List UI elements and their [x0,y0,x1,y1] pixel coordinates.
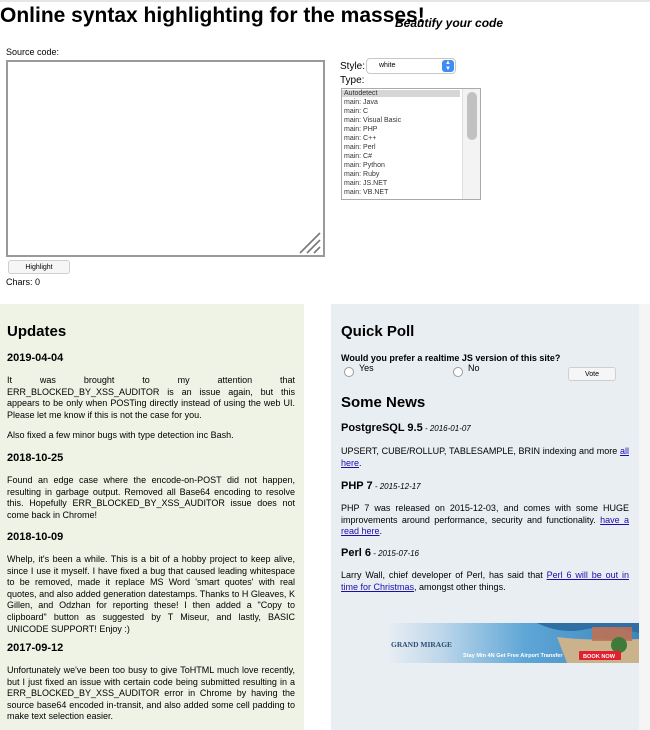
news-heading [341,422,471,434]
news-body-end: . [359,457,362,468]
news-heading-text: PHP 7 [341,480,373,492]
type-option-autodetect[interactable]: Autodetect [342,90,460,97]
ad-brand: GRAND MIRAGE [391,640,453,649]
ad-building-shape [592,627,632,641]
news-heading [341,547,419,559]
type-option[interactable]: main: PHP [344,126,378,133]
update-text: Also fixed a few minor bugs with type detection inc Bash. [7,430,234,440]
select-arrows-icon: ▲ ▼ [442,60,454,72]
highlight-button[interactable]: Highlight [8,260,70,274]
poll-no-label[interactable]: No [468,363,480,373]
update-text: Whelp, it's been a while. This is a bit of a hobby project to keep alive, since I use it myself. I have fixed a bug that caused leading whitespace to be removed, made it replace MS Word 'smart quotes' with real quotes, and also added generation datestamps. Thanks to H Gleaves, K Gillen, and Odzhan for reporting these! I then added a "Copy to clipboard" button as suggested by T Miseur, and lastly, BASIC UNICODE SUPPORT! Enjoy :) [7,554,295,634]
news-text [341,503,629,538]
news-date: - 2015-12-17 [372,482,421,491]
source-code-label: Source code: [6,47,60,57]
ad-banner[interactable] [387,623,639,663]
poll-question: Would you prefer a realtime JS version of this site? [341,353,561,363]
source-code-textarea[interactable] [6,60,325,257]
updates-title: Updates [7,323,67,340]
news-heading [341,480,421,492]
poll-no-radio[interactable] [453,367,463,377]
char-count: Chars: 0 [6,277,41,287]
news-body-end: , amongst other things. [414,581,506,592]
page-right-edge [639,304,650,730]
type-list-scrollbar[interactable] [462,89,481,199]
update-date: 2019-04-04 [7,352,64,364]
style-label: Style: [340,61,366,72]
type-option[interactable]: main: JS.NET [344,180,388,187]
poll-yes-label[interactable]: Yes [359,363,374,373]
news-date: - 2016-01-07 [422,424,471,433]
news-body-end: . [379,526,383,537]
update-date: 2018-10-25 [7,452,64,464]
update-text: Found an edge case where the encode-on-POST did not happen, resulting in garbage output. Removed all Base64 encoding to resolve this. Hopefully ERR_BLOCKED_BY_XSS_AUDITOR issue does not come back in Chrome! [7,475,295,520]
type-listbox[interactable] [341,88,481,200]
type-option[interactable]: main: Perl [344,144,376,151]
poll-yes-radio[interactable] [344,367,354,377]
news-heading-text: PostgreSQL 9.5 [341,422,423,434]
news-link[interactable]: all here [341,446,629,468]
style-select[interactable] [366,58,456,74]
news-body: Larry Wall, chief developer of Perl, has said that [341,570,547,580]
news-link[interactable]: Perl 6 will be out in time for Christmas [341,570,629,592]
type-label: Type: [340,75,365,86]
ad-cta-label[interactable]: BOOK NOW [583,654,616,660]
type-option[interactable]: main: VB.NET [344,189,389,196]
ad-promo: Stay Min 4N Get Free Airport Transfer [463,653,563,659]
ad-tree-shape [611,637,627,653]
update-date: 2017-09-12 [7,642,64,654]
type-option[interactable]: main: Ruby [344,171,380,178]
news-body: UPSERT, CUBE/ROLLUP, TABLESAMPLE, BRIN indexing and more [341,446,620,456]
poll-title: Quick Poll [341,323,415,340]
news-link[interactable]: have a read here [341,514,629,537]
type-option[interactable]: main: C# [344,153,373,160]
page-title: Online syntax highlighting for the masses! [0,4,425,27]
news-body: PHP 7 was released on 2015-12-03, and comes with some HUGE improvements around performance, security and functionality. [341,503,629,525]
news-text [341,446,629,469]
news-text [341,570,629,593]
news-title: Some News [341,394,426,411]
type-option[interactable]: main: C++ [344,135,377,142]
scrollbar-thumb[interactable] [467,92,477,140]
type-option[interactable]: main: C [344,108,369,115]
style-selected-value: white [379,62,396,69]
type-option[interactable]: main: Python [344,162,385,169]
poll-news-panel [331,304,639,730]
type-option[interactable]: main: Visual Basic [344,117,402,124]
page-tagline: Beautify your code [395,16,504,30]
update-date: 2018-10-09 [7,531,64,543]
news-heading-text: Perl 6 [341,547,371,559]
top-border [0,0,650,2]
update-text: Unfortunately we've been too busy to give ToHTML much love recently, but I just fixed an issue with certain code being submitted resulting in a ERR_BLOCKED_BY_XSS_AUDITOR error in Chrome by having the source base64 encoded in-transit, and also added some cell padding to make text selection easier. [7,665,295,722]
type-option[interactable]: main: Java [344,99,378,106]
vote-button[interactable]: Vote [568,367,616,381]
update-text: It was brought to my attention that ERR_BLOCKED_BY_XSS_AUDITOR is an issue again, but this appears to be only when POSTing directly instead of using the web UI. Please let me know if this is not the case for you. [7,375,295,420]
updates-panel [0,304,304,730]
news-date: - 2015-07-16 [370,549,419,558]
